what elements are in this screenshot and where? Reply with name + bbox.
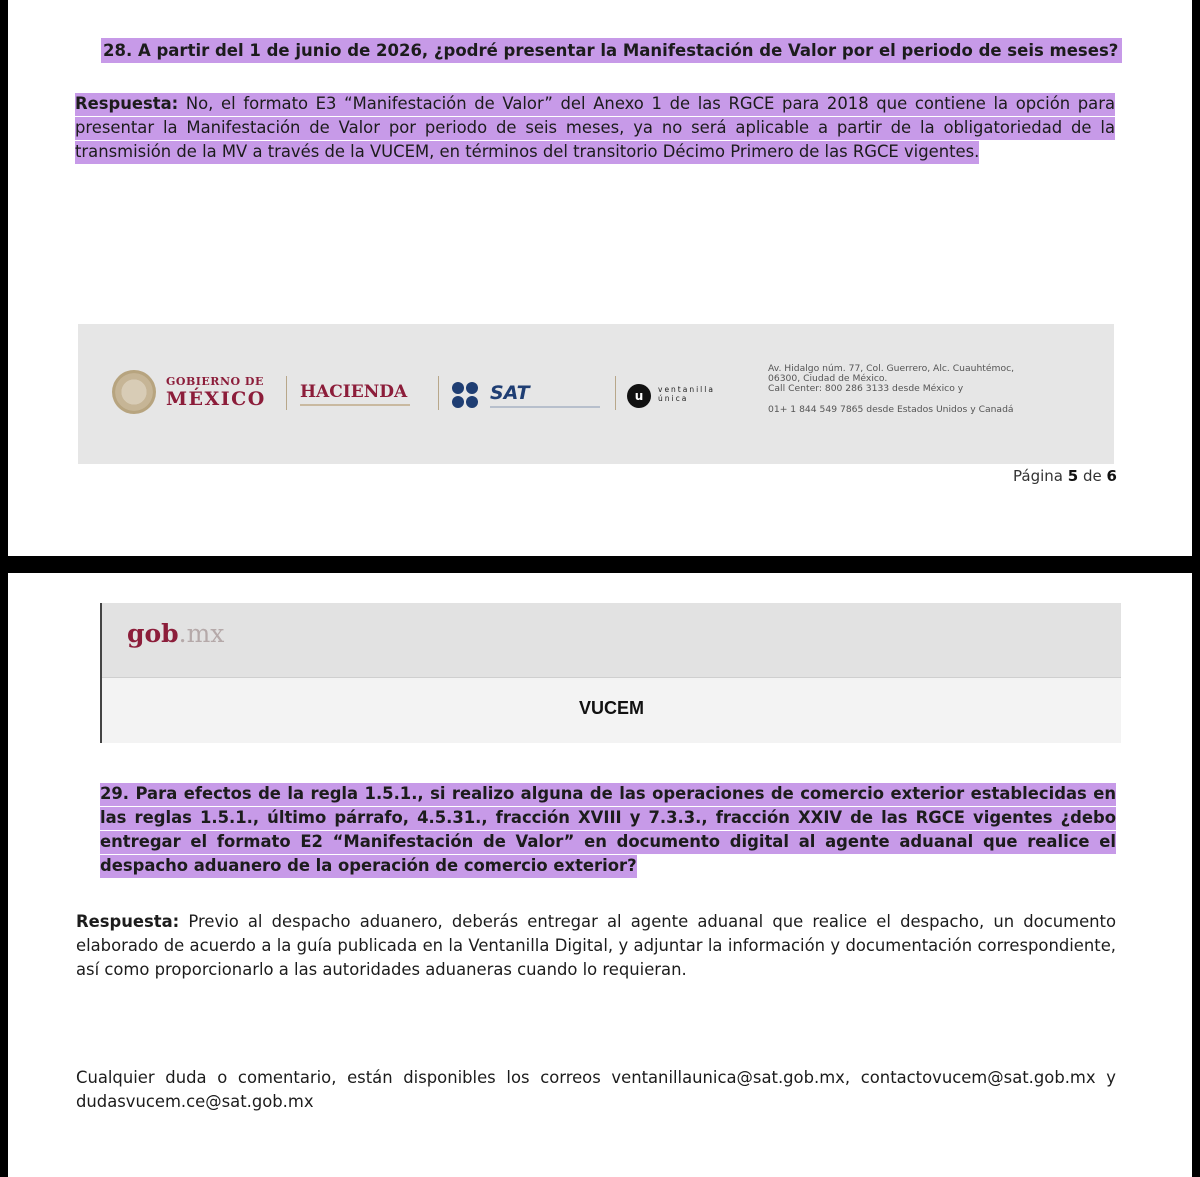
ventanilla-line2: única — [658, 394, 689, 403]
ventanilla-line1: ventanilla — [658, 385, 715, 394]
gob-mx-topbar — [102, 603, 1121, 678]
sat-subline — [490, 406, 600, 408]
answer-29-text: Previo al despacho aduanero, deberás entregar al agente aduanal que realice el despacho, un documento elaborado de acuerdo a la guía publicada en la Ventanilla Digital, y adjuntar la información y documentación correspondiente, así como proporcionarlo a las autoridades aduaneras cuando lo requieran. — [76, 912, 1116, 979]
vucem-bar — [102, 678, 1121, 743]
page-of: de — [1082, 467, 1102, 485]
logo-divider — [286, 376, 287, 410]
ventanilla-unica-logo — [658, 385, 715, 403]
hacienda-subline — [300, 404, 410, 406]
page-number — [1013, 467, 1117, 485]
address-line4: 01+ 1 844 549 7865 desde Estados Unidos y Canadá — [768, 404, 1014, 415]
footer-address — [768, 364, 1098, 415]
contact-info: Cualquier duda o comentario, están disponibles los correos ventanillaunica@sat.gob.mx, contactovucem@sat.gob.mx y dudasvucem.ce@sat.gob.mx — [76, 1068, 1116, 1111]
answer-29 — [76, 910, 1116, 982]
document-page-5 — [8, 0, 1192, 556]
logo-divider — [438, 376, 439, 410]
ventanilla-unica-icon: u — [627, 384, 651, 408]
address-line3: Call Center: 800 286 3133 desde México y — [768, 383, 964, 394]
gob-mx-logo-main: gob — [127, 619, 179, 648]
answer-28-text: No, el formato E3 “Manifestación de Valor” del Anexo 1 de las RGCE para 2018 que contiene la opción para presentar la Manifestación de Valor por periodo de seis meses, ya no será aplicable a partir de la obligatoriedad de la transmisión de la MV a través de la VUCEM, en términos del transitorio Décimo Primero de las RGCE vigentes. — [75, 94, 1115, 161]
page-label: Página — [1013, 467, 1063, 485]
answer-29-label: Respuesta: — [76, 912, 180, 931]
address-line1: Av. Hidalgo núm. 77, Col. Guerrero, Alc. Cuauhtémoc, — [768, 363, 1015, 374]
document-page-6 — [8, 573, 1192, 1177]
page-total: 6 — [1106, 467, 1117, 485]
hacienda-logo: HACIENDA — [300, 382, 408, 402]
gobierno-line2: MÉXICO — [166, 388, 266, 410]
logo-divider — [615, 376, 616, 410]
gob-mx-logo-suffix: .mx — [178, 619, 225, 648]
question-29-text: 29. Para efectos de la regla 1.5.1., si realizo alguna de las operaciones de comercio exterior establecidas en las reglas 1.5.1., último párrafo, 4.5.31., fracción XVIII y 7.3.3., fracción XXIV de las RGCE vigentes ¿debo entregar el formato E2 “Manifestación de Valor” en documento digital al agente aduanal que realice el despacho aduanero de la operación de comercio exterior? — [100, 783, 1116, 878]
question-28-text: 28. A partir del 1 de junio de 2026, ¿podré presentar la Manifestación de Valor por el periodo de seis meses? — [101, 38, 1122, 63]
question-29 — [100, 782, 1116, 878]
vucem-title: VUCEM — [578, 698, 644, 718]
answer-28-label: Respuesta: — [75, 94, 179, 113]
gob-mx-header — [100, 603, 1121, 743]
answer-28 — [75, 92, 1115, 164]
institutional-footer — [78, 324, 1114, 464]
address-line2: 06300, Ciudad de México. — [768, 373, 888, 384]
question-28 — [101, 38, 1119, 64]
mexico-seal-icon — [112, 370, 156, 414]
sat-logo: SAT — [490, 382, 530, 404]
gobierno-de-mexico-logo — [166, 376, 266, 410]
sat-dots-icon — [452, 380, 484, 410]
page-current: 5 — [1067, 467, 1079, 485]
gob-mx-logo — [127, 619, 224, 648]
gobierno-line1: GOBIERNO DE — [166, 375, 264, 388]
